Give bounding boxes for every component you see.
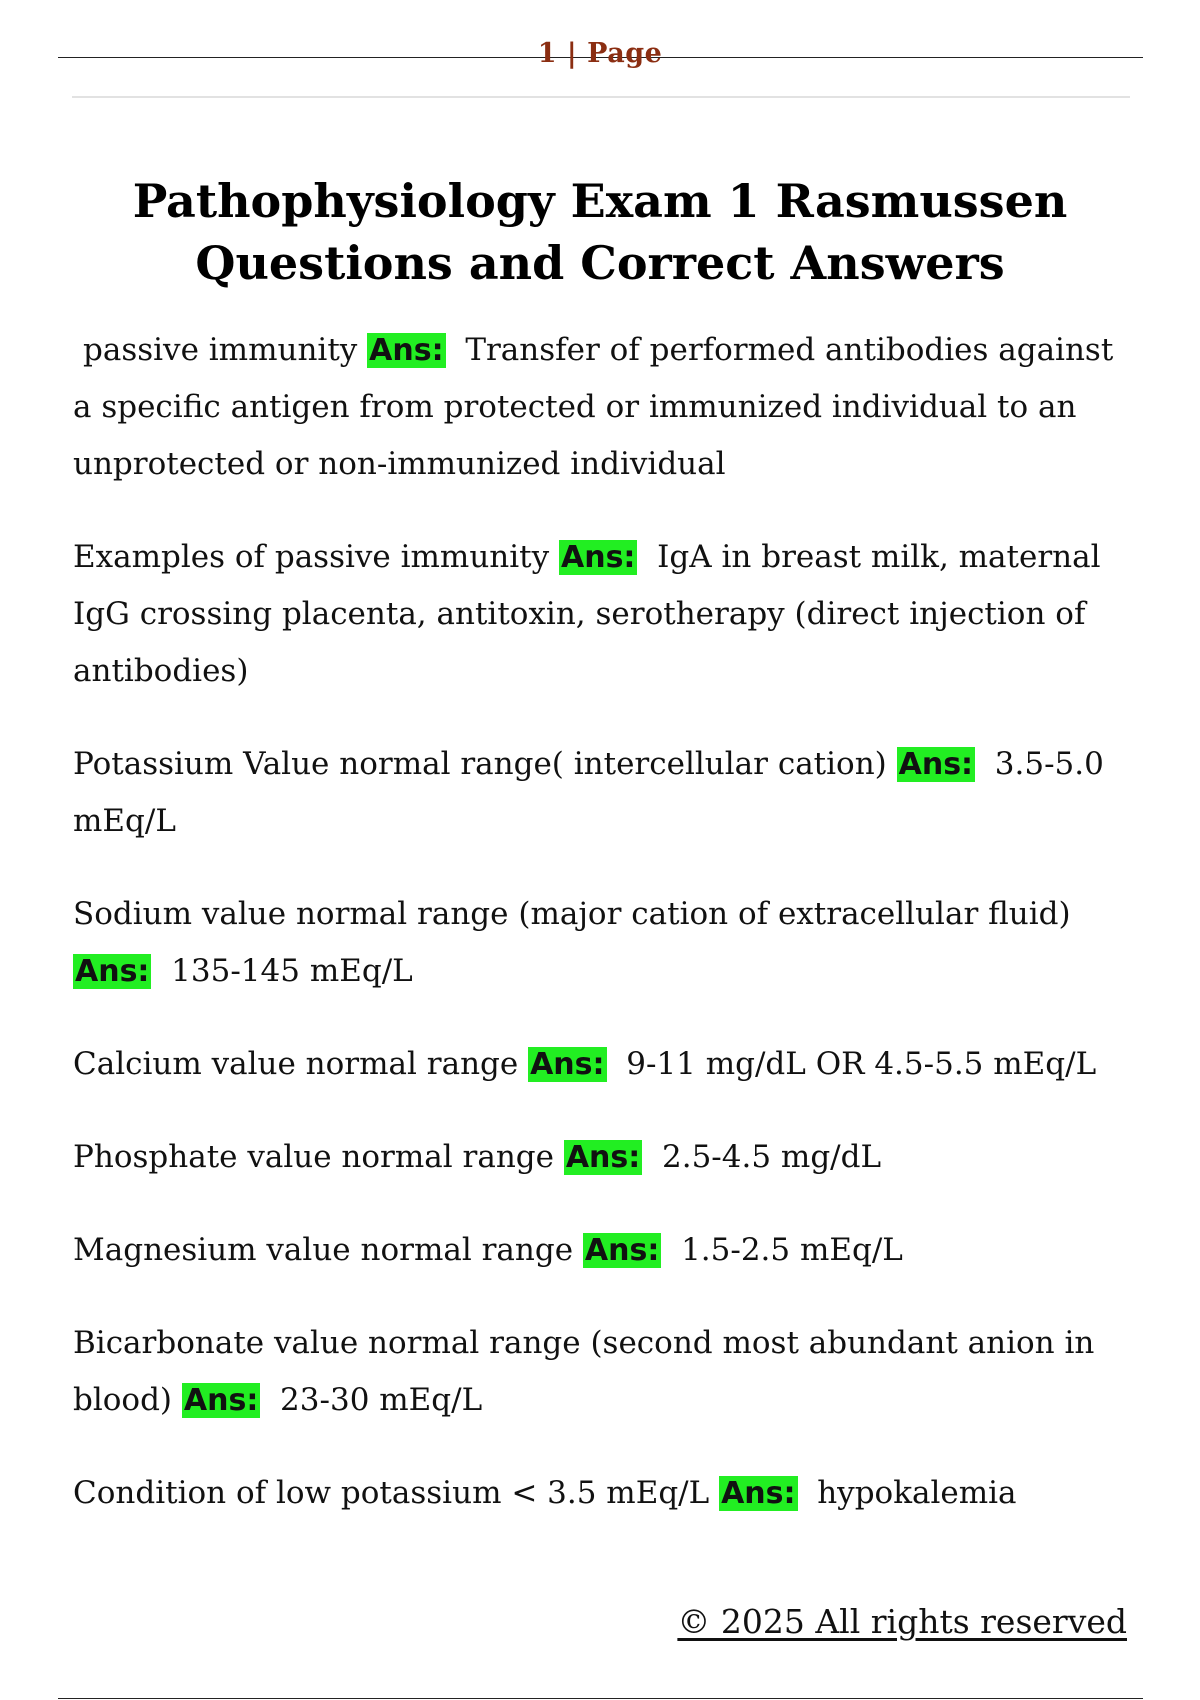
answer-tag: Ans: [75,954,150,989]
answer-text: 2.5-4.5 mg/dL [662,1139,882,1175]
answer-text: 9-11 mg/dL OR 4.5-5.5 mEq/L [626,1046,1097,1082]
qa-item [73,736,1138,850]
title-line-1: Pathophysiology Exam 1 Rasmussen [132,174,1068,228]
answer-tag: Ans: [561,540,636,575]
answer-tag: Ans: [183,1383,259,1418]
copyright-notice: © 2025 All rights reserved [677,1602,1127,1641]
qa-item [73,529,1138,700]
answer-text: hypokalemia [817,1475,1017,1511]
page-number: 1 | Page [537,38,663,69]
qa-item [73,1222,1138,1279]
question-text: Sodium value normal range (major cation of extracellular fluid) [73,896,1071,932]
question-text: Calcium value normal range [73,1046,519,1082]
answer-tag: Ans: [584,1233,660,1268]
qa-item [73,322,1138,493]
answer-tag: Ans: [369,333,444,368]
question-text: Bicarbonate value normal range (second most abundant anion in blood) [73,1325,1095,1418]
answer-text: Transfer of performed antibodies against a specific antigen from protected or immunized individual to an unprotected or non-immunized individual [73,332,1114,482]
qa-item [73,1315,1138,1429]
question-text: Magnesium value normal range [73,1232,574,1268]
answer-text: 23-30 mEq/L [280,1382,483,1418]
answer-text: 3.5-5.0 mEq/L [73,746,1104,839]
answer-text: IgA in breast milk, maternal IgG crossing placenta, antitoxin, serotherapy (direct injection of antibodies) [73,539,1101,689]
header-divider [72,96,1130,98]
answer-tag: Ans: [721,1476,796,1511]
answer-text: 135-145 mEq/L [171,953,413,989]
qa-list [73,322,1138,1558]
title-line-2: Questions and Correct Answers [195,236,1005,290]
qa-item [73,1036,1138,1093]
qa-item [73,1465,1138,1522]
qa-item [73,1129,1138,1186]
qa-item [73,886,1138,1000]
answer-tag: Ans: [565,1140,641,1175]
answer-tag: Ans: [898,747,974,782]
question-text: Condition of low potassium < 3.5 mEq/L [73,1475,710,1511]
answer-tag: Ans: [530,1047,605,1082]
question-text: Potassium Value normal range( intercellular cation) [73,746,887,782]
document-title [60,170,1140,294]
answer-text: 1.5-2.5 mEq/L [681,1232,903,1268]
question-text: Phosphate value normal range [73,1139,554,1175]
footer-rule [58,1698,1143,1699]
question-text: Examples of passive immunity [73,539,550,575]
question-text: passive immunity [83,332,358,368]
